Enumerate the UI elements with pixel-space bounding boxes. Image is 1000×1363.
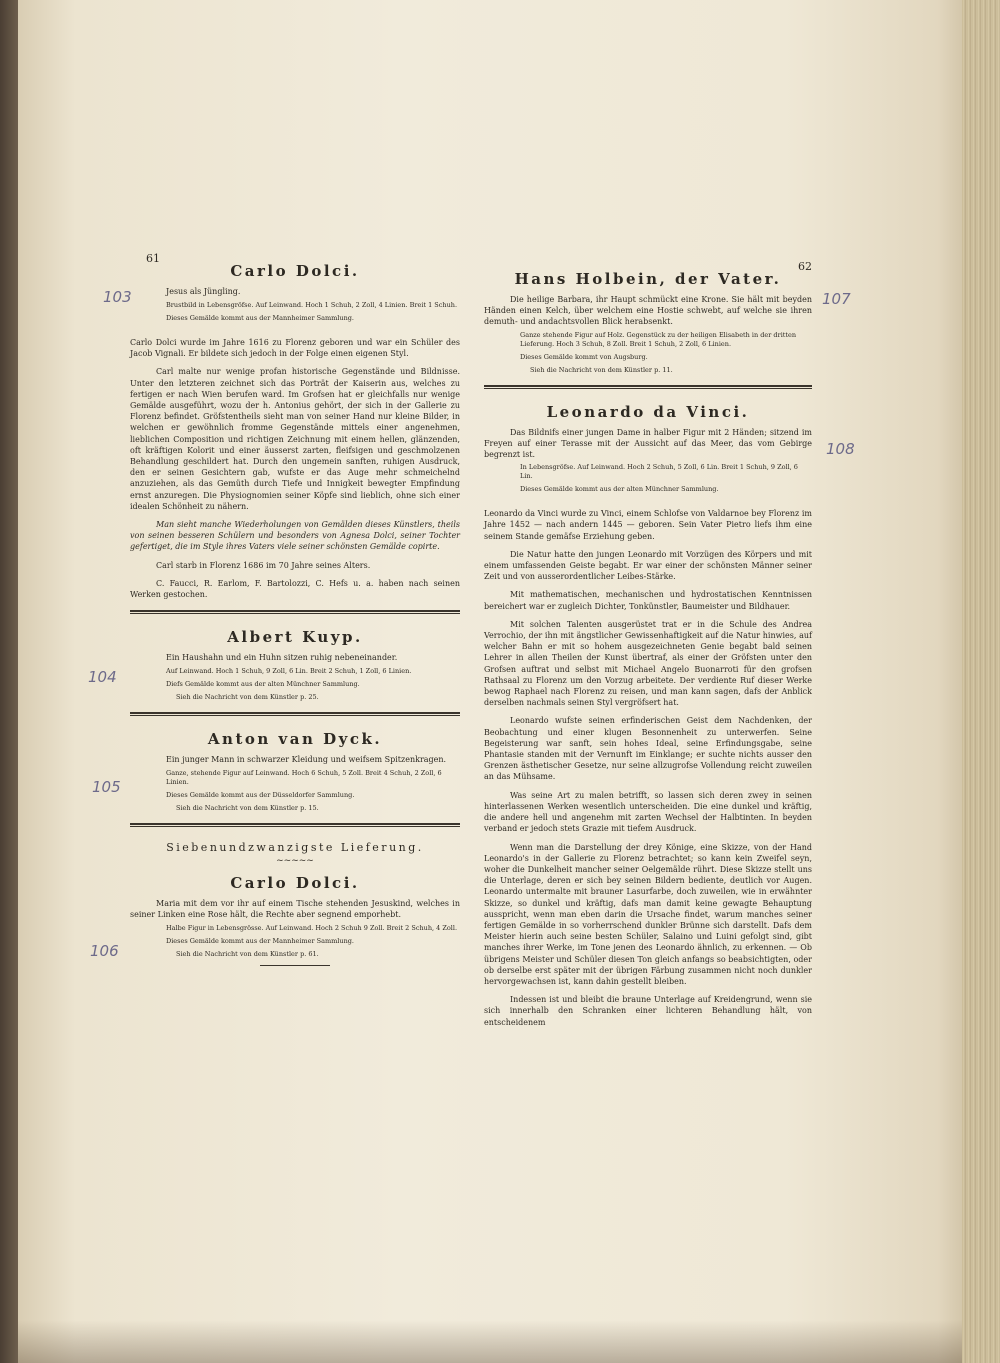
handwritten-number: 105 bbox=[92, 778, 121, 796]
biography-paragraph: Carl starb in Florenz 1686 im 70 Jahre seines Alters. bbox=[156, 560, 371, 570]
biography-paragraph: Indessen ist und bleibt die braune Unterlage auf Kreidengrund, wenn sie sich innerhalb den Schranken einer lichteren Behandlung hält, von entscheidenem bbox=[484, 995, 812, 1027]
painting-origin: Dieses Gemälde kommt von Augsburg. bbox=[520, 352, 648, 361]
page-number-right: 62 bbox=[798, 260, 812, 273]
artist-reference: Sieh die Nachricht von dem Künstler p. 25. bbox=[176, 693, 319, 702]
handwritten-number: 108 bbox=[826, 440, 855, 458]
handwritten-number: 103 bbox=[103, 288, 132, 306]
painting-subject: Ein junger Mann in schwarzer Kleidung und weifsem Spitzenkragen. bbox=[166, 755, 447, 765]
painting-format: Brustbild in Lebensgröfse. Auf Leinwand. Hoch 1 Schuh, 2 Zoll, 4 Linien. Breit 1 Schuh. bbox=[166, 301, 458, 309]
biography-paragraph: Leonardo da Vinci wurde zu Vinci, einem Schlofse von Valdarnoe bey Florenz im Jahre 1452 — nach andern 1445 — geboren. Sein Vater Pietro liefs ihm eine seinem Stande gemäfse Erziehung geben. bbox=[484, 509, 812, 541]
page-bottom-shade bbox=[18, 1320, 962, 1363]
painting-format: Auf Leinwand. Hoch 1 Schuh, 9 Zoll, 6 Lin. Breit 2 Schuh, 1 Zoll, 6 Linien. bbox=[166, 667, 412, 676]
biography-paragraph: Leonardo wufste seinen erfinderischen Geist dem Nachdenken, der Beobachtung und einer klugen Besonnenheit zu unterwerfen. Seine Begeisterung war sanft, sein hohes Ideal, seine Erfindungsgabe, seine Phantasie standen mit der Vernunft im Einklange; er suchte nichts ausser den Grenzen ästhetischer Gesetze, nur seine allzugrofse Vollendung reicht zuweilen an das Mühsame. bbox=[484, 716, 812, 782]
page-number-left: 61 bbox=[146, 252, 160, 265]
delivery-heading: Siebenundzwanzigste Lieferung. bbox=[166, 841, 424, 855]
entry-title-albert-kuyp: Albert Kuyp. bbox=[227, 628, 363, 647]
painting-format: Ganze stehende Figur auf Holz. Gegenstück zu der heiligen Elisabeth in der dritten Lieferung. Hoch 3 Schuh, 8 Zoll. Breit 1 Schuh, 2 Zoll, 6 Linien. bbox=[520, 330, 797, 348]
painting-subject: Die heilige Barbara, ihr Haupt schmückt eine Krone. Sie hält mit beyden Händen einen Kelch, über welchem eine Hostie schwebt, auf welche sie ihren demuth- und andachtsvollen Blick herabsenkt. bbox=[484, 295, 812, 327]
entry-title-leonardo-da-vinci: Leonardo da Vinci. bbox=[546, 402, 750, 421]
entry-title-carlo-dolci-2: Carlo Dolci. bbox=[230, 874, 360, 893]
biography-paragraph: Die Natur hatte den jungen Leonardo mit Vorzügen des Körpers und mit einem umfassenden Geiste begabt. Er war einer der schönsten Männer seiner Zeit und von ausserordentlicher Leibes-Stärke. bbox=[484, 549, 812, 582]
page-stack-edge bbox=[962, 0, 1000, 1363]
right-column bbox=[484, 270, 812, 1035]
handwritten-number: 106 bbox=[90, 942, 119, 960]
painting-origin: Dieses Gemälde kommt aus der Mannheimer Sammlung. bbox=[166, 314, 354, 322]
painting-origin: Dieses Gemälde kommt aus der Mannheimer Sammlung. bbox=[166, 936, 354, 945]
biography-paragraph: Man sieht manche Wiederholungen von Gemälden dieses Künstlers, theils von seinen besseren Schülern und besonders von Agnesa Dolci, seiner Tochter gefertiget, die im Style ihres Vaters viele seiner schönsten Gemälde copirte. bbox=[130, 520, 460, 552]
section-divider bbox=[130, 823, 460, 827]
biography-paragraph: Mit mathematischen, mechanischen und hydrostatischen Kenntnissen bereichert war er zugleich Dichter, Tonkünstler, Baumeister und Bildhauer. bbox=[484, 590, 812, 611]
biography-paragraph: Wenn man die Darstellung der drey Könige, eine Skizze, von der Hand Leonardo's in der Gallerie zu Florenz betrachtet; so kann kein Zweifel seyn, woher die Dunkelheit mancher seiner Oelgemälde rührt. Diese Skizze stellt uns die Unterlage, deren er sich bey seinen Bildern bediente, deutlich vor Augen. Leonardo untermalte mit brauner Lasurfarbe, doch zuweilen, wie in erwähnter Skizze, so dunkel und kräftig, dafs man damit keine gewagte Behauptung ausspricht, wenn man eben darin die Ursache findet, warum manches seiner fertigen Gemälde in so vorherrschend dunkler Brünne sich darstellt. Dafs dem Meister hierin auch seine besten Schüler, Salaino und Luini gefolgt sind, gibt manches ihrer Werke, im Tone jenen des Leonardo ähnlich, zu erkennen. — Ob übrigens Meister und Schüler diesen Ton gleich anfangs so beabsichtigten, oder ob derselbe erst später mit der übrigen Färbung zusammen nicht noch dunkler hervorgewachsen ist, kann dahin gestellt bleiben. bbox=[484, 842, 812, 986]
entry-title-anton-van-dyck: Anton van Dyck. bbox=[207, 730, 383, 749]
handwritten-number: 107 bbox=[822, 290, 851, 308]
painting-format: Ganze, stehende Figur auf Leinwand. Hoch 6 Schuh, 5 Zoll. Breit 4 Schuh, 2 Zoll, 6 Linien. bbox=[166, 769, 442, 787]
painting-origin: Dieses Gemälde kommt aus der Düsseldorfer Sammlung. bbox=[166, 791, 355, 800]
binding-left-edge bbox=[0, 0, 18, 1363]
end-rule bbox=[260, 965, 330, 966]
painting-subject: Das Bildnifs einer jungen Dame in halber Figur mit 2 Händen; sitzend im Freyen auf einer Terasse mit der Aussicht auf das Meer, das vom Gebirge begrenzt ist. bbox=[484, 427, 812, 460]
artist-reference: Sieh die Nachricht von dem Künstler p. 61. bbox=[176, 949, 319, 958]
painting-subject: Jesus als Jüngling. bbox=[166, 287, 241, 296]
painting-origin: Dieses Gemälde kommt aus der alten Münchner Sammlung. bbox=[520, 485, 719, 494]
biography-paragraph: Was seine Art zu malen betrifft, so lassen sich deren zwey in seinen hinterlassenen Werken wesentlich unterscheiden. Die eine dunkel und kräftig, die andere hell und angenehm mit zarten Wechsel der Halbtinten. In beyden verband er jedoch stets Grazie mit tiefem Ausdruck. bbox=[484, 790, 812, 834]
section-divider bbox=[484, 385, 812, 389]
painting-origin: Diefs Gemälde kommt aus der alten Münchner Sammlung. bbox=[166, 680, 360, 689]
artist-reference: Sieh die Nachricht von dem Künstler p. 11. bbox=[530, 365, 673, 374]
painting-format: Halbe Figur in Lebensgrösse. Auf Leinwand. Hoch 2 Schuh 9 Zoll. Breit 2 Schuh, 4 Zoll. bbox=[166, 923, 458, 932]
entry-title-carlo-dolci: Carlo Dolci. bbox=[230, 262, 360, 280]
biography-paragraph: C. Faucci, R. Earlom, F. Bartolozzi, C. Hefs u. a. haben nach seinen Werken gestochen. bbox=[130, 578, 460, 600]
biography-paragraph: Mit solchen Talenten ausgerüstet trat er in die Schule des Andrea Verrochio, der ihn mit ängstlicher Gewissenhaftigkeit auf die Natur hinwies, auf welcher Bahn er mit so hohem ausgezeichneten Genie begabt bald seinen Lehrer in allen Theilen der Kunst übertraf, als einer der Gröfsten unter den Grofsen auftrat und selbst mit Michael Angelo Buonarroti für den grofsen Rathsaal zu Florenz um den Vorzug arbeitete. Der verdiente Ruf dieser Werke bewog Raphael nach Florenz zu reisen, und man kann sagen, dafs der Anblick derselben nachmals seinen Styl vergröfsert hat. bbox=[484, 619, 812, 708]
biography-paragraph: Carl malte nur wenige profan historische Gegenstände und Bildnisse. Unter den letzteren zeichnet sich das Porträt der Kaiserin aus, welches zu fertigen er nach Wien berufen ward. Im Grofsen hat er gleichfalls nur wenige Gemälde ausgeführt, wozu der h. Antonius gehört, der sich in der Gallerie zu Florenz befindet. Gröfstentheils sieht man von seiner Hand nur kleine Bilder, in welchen er gewöhnlich fromme Gegenstände mittels einer angenehmen, lieblichen Composition und richtigen Zeichnung mit einem hellen, glänzenden, oft kräftigen Kolorit und einer äusserst zarten, fleifsigen und geschmolzenen Behandlung geschildert hat. Durch den ungemein sanften, ruhigen Ausdruck, den er seinen Gesichtern gab, wufste er das Auge mehr schmeichelnd anzuziehen, als das Gemüth durch Tiefe und Innigkeit bewegter Empfindung ernst anzuregen. Die Physiognomien seiner Köpfe sind lieblich, ohne sich einer idealen Schönheit zu nähern. bbox=[130, 367, 460, 511]
entry-title-hans-holbein: Hans Holbein, der Vater. bbox=[514, 270, 782, 288]
painting-format: In Lebensgröfse. Auf Leinwand. Hoch 2 Schuh, 5 Zoll, 6 Lin. Breit 1 Schuh, 9 Zoll, 6 Lin. bbox=[520, 463, 798, 481]
artist-reference: Sieh die Nachricht von dem Künstler p. 15. bbox=[176, 804, 319, 813]
section-divider bbox=[130, 712, 460, 716]
handwritten-number: 104 bbox=[88, 668, 117, 686]
left-column bbox=[130, 262, 460, 966]
painting-subject: Ein Haushahn und ein Huhn sitzen ruhig nebeneinander. bbox=[166, 653, 398, 663]
painting-subject: Maria mit dem vor ihr auf einem Tische stehenden Jesuskind, welches in seiner Linken eine Rose hält, die Rechte aber segnend emporhebt. bbox=[130, 899, 460, 920]
biography-paragraph: Carlo Dolci wurde im Jahre 1616 zu Florenz geboren und war ein Schüler des Jacob Vignali. Er bildete sich jedoch in der Folge einen eigenen Styl. bbox=[130, 338, 460, 359]
ornament-divider: ~~~~~ bbox=[276, 856, 314, 867]
section-divider bbox=[130, 610, 460, 614]
